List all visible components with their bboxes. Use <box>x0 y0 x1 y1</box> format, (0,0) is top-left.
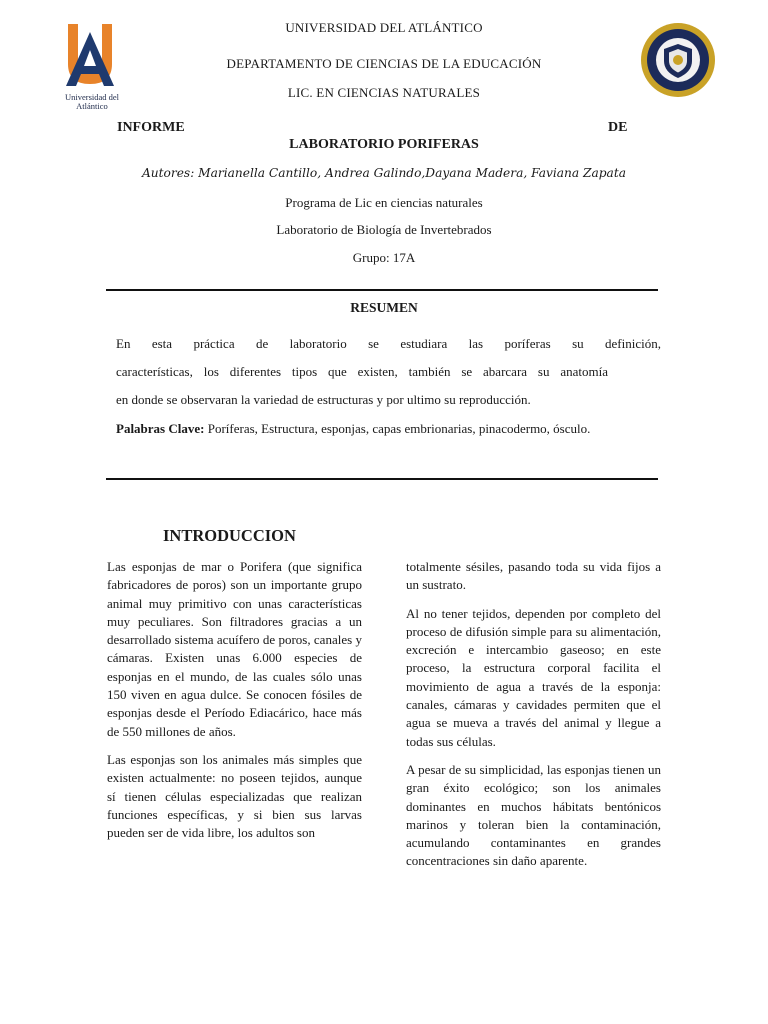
title-informe: INFORME <box>117 120 185 135</box>
abstract-heading: RESUMEN <box>350 300 418 315</box>
university-name: UNIVERSIDAD DEL ATLÁNTICO <box>285 20 483 35</box>
intro-paragraph: Las esponjas de mar o Porifera (que significa fabricadores de poros) son un importante grupo animal muy primitivo con unas características muy peculiares. Son filtradores gracias a un desarrollado sistema acuífero de poros, canales y cámaras. Existen unas 6.000 especies de esponjas en el mundo, de las cuales sólo unas 150 viven en agua dulce. Se conocen fósiles de esponjas desde el Período Ediacárico, hace más de 550 millones de años. <box>107 559 362 739</box>
keywords-list: Poríferas, Estructura, esponjas, capas embrionarias, pinacodermo, ósculo. <box>204 421 591 436</box>
department-name: DEPARTAMENTO DE CIENCIAS DE LA EDUCACIÓN <box>226 56 542 71</box>
abstract-body <box>116 330 661 414</box>
abstract-line: En esta práctica de laboratorio se estudiara las poríferas su definición, <box>116 336 661 351</box>
university-logo-text: Universidad del Atlántico <box>64 92 120 111</box>
program-line: LIC. EN CIENCIAS NATURALES <box>287 85 481 100</box>
intro-paragraph: A pesar de su simplicidad, las esponjas tienen un gran éxito ecológico; son los animales dominantes en muchos hábitats bentónicos marinos y toleran bien la contaminación, acumulando contaminantes en grandes concentraciones sin daño aparente. <box>406 761 661 869</box>
keywords <box>116 420 661 438</box>
abstract-line: características, los diferentes tipos que existen, también se abarcara su anatomía <box>116 364 608 379</box>
authors-line <box>0 166 768 180</box>
title-subtitle: LABORATORIO PORIFERAS <box>289 137 479 152</box>
intro-paragraph: totalmente sésiles, pasando toda su vida fijos a un sustrato. <box>406 559 661 593</box>
keywords-label: Palabras Clave: <box>116 421 205 436</box>
intro-heading: INTRODUCCION <box>163 526 296 545</box>
divider-bottom <box>106 478 658 480</box>
lab-info: Laboratorio de Biología de Invertebrados <box>276 222 492 237</box>
title-de: DE <box>608 120 628 135</box>
intro-right-column <box>406 558 661 881</box>
divider-top <box>106 289 658 291</box>
authors-names: : Marianella Cantillo, Andrea Galindo,Dayana Madera, Faviana Zapata <box>190 166 626 180</box>
intro-left-column <box>107 558 362 852</box>
abstract-line: en donde se observaran la variedad de estructuras y por ultimo su reproducción. <box>116 392 531 407</box>
intro-paragraph: Las esponjas son los animales más simples que existen actualmente: no poseen tejidos, aunque sí tienen células especializadas que realizan funciones específicas, y si bien sus larvas pueden ser de vida libre, los adultos son <box>107 751 362 841</box>
intro-paragraph: Al no tener tejidos, dependen por completo del proceso de difusión simple para su alimentación, excreción e intercambio gaseoso; en este proceso, la estructura corporal facilita el movimiento de agua a través de la esponja: canales, cámaras y cavidades permiten que el agua se mueva a través del animal y llegue a todas sus células. <box>406 605 661 749</box>
group-info: Grupo: 17A <box>352 250 416 265</box>
authors-label: Autores <box>142 166 191 180</box>
program-info: Programa de Lic en ciencias naturales <box>285 195 483 210</box>
